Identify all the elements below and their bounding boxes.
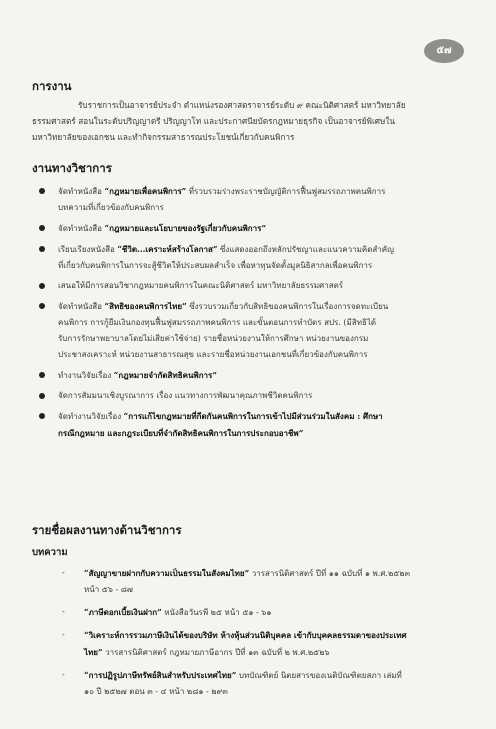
bullet-icon: [39, 188, 45, 194]
bullet-icon: [39, 303, 45, 309]
career-line: ธรรมศาสตร์ สอนในระดับปริญญาตรี ปริญญาโท และประกาศนียบัตรกฎหมายธุรกิจ เป็นอาจารย์พิเศษใน: [32, 116, 395, 126]
publication-item: - “สัญญาขายฝากกับความเป็นธรรมในสังคมไทย” วารสารนิติศาสตร์ ปีที่ ๑๑ ฉบับที่ ๑ พ.ศ.๒๕๒๓ หน้า ๕๖ - ๘๗: [60, 565, 480, 598]
articles-subheading: บทความ: [32, 547, 68, 558]
academic-item: จัดทำงานวิจัยเรื่อง “การแก้ไขกฎหมายที่กีดกันคนพิการในการเข้าไปมีส่วนร่วมในสังคม : ศึกษา กรณีกฎหมาย และกฎระเบียบที่จำกัดสิทธิคนพิการในการประกอบอาชีพ”: [34, 408, 472, 442]
career-line: รับราชการเป็นอาจารย์ประจำ ตำแหน่งรองศาสตราจารย์ระดับ ๙ คณะนิติศาสตร์ มหาวิทยาลัย: [78, 100, 406, 110]
academic-item: จัดการสัมมนาเชิงบูรณาการ เรื่อง แนวทางการพัฒนาคุณภาพชีวิตคนพิการ: [34, 388, 472, 404]
academic-item: จัดทำหนังสือ “กฎหมายเพื่อคนพิการ” ที่รวบรวมร่างพระราชบัญญัติการฟื้นฟูสมรรถภาพคนพิการ บทความที่เกี่ยวข้องกับคนพิการ: [34, 183, 472, 216]
academic-list: [34, 183, 472, 442]
bullet-icon: [39, 283, 45, 289]
dash-marker: -: [62, 568, 65, 577]
academic-heading: งานทางวิชาการ: [32, 161, 112, 175]
bullet-icon: [39, 225, 45, 231]
bullet-icon: [39, 393, 45, 399]
bullet-icon: [39, 413, 45, 419]
dash-marker: -: [62, 630, 65, 639]
publications-list: [60, 565, 480, 700]
dash-marker: -: [62, 607, 65, 616]
academic-item: เสนอให้มีการสอนวิชากฎหมายคนพิการในคณะนิติศาสตร์ มหาวิทยาลัยธรรมศาสตร์: [34, 278, 472, 294]
publications-heading: รายชื่อผลงานทางด้านวิชาการ: [32, 523, 182, 537]
career-line: มหาวิทยาลัยของเอกชน และทำกิจกรรมสาธารณประโยชน์เกี่ยวกับคนพิการ: [32, 132, 295, 142]
dash-marker: -: [62, 670, 65, 679]
career-paragraph: [32, 97, 464, 145]
publication-item: - “การปฏิรูปภาษีทรัพย์สินสำหรับประเทศไทย” บทบัณฑิตย์ นิตยสารของเนติบัณฑิตยสภา เล่มที่ ๑๐ ปี ๒๕๒๗ ตอน ๓ - ๔ หน้า ๒๘๑ - ๒๙๓: [60, 667, 480, 700]
publication-item: - “ภาษีดอกเบี้ยเงินฝาก” หนังสือวันรพี ๒๕ หน้า ๕๑ - ๖๑: [60, 604, 480, 621]
bullet-icon: [39, 246, 45, 252]
academic-item: จัดทำหนังสือ “กฎหมายและนโยบายของรัฐเกี่ยวกับคนพิการ”: [34, 220, 472, 237]
page-number-badge: ๕๗: [424, 39, 464, 63]
bullet-icon: [39, 372, 45, 378]
academic-item: เรียบเรียงหนังสือ “ชีวิต...เคราะห์สร้างโลกาส” ซึ่งแสดงออกถึงหลักปรัชญาและแนวความคิดสำคัญ ที่เกี่ยวกับคนพิการในการจะสู้ชีวิตให้ประสบผลสำเร็จ เพื่อหาทุนจัดตั้งมูลนิธิสากลเพื่อคนพิการ: [34, 241, 472, 274]
career-heading: การงาน: [32, 79, 72, 93]
academic-item: จัดทำหนังสือ “สิทธิของคนพิการไทย” ซึ่งรวบรวมเกี่ยวกับสิทธิของคนพิการในเรื่องการจดทะเบียน คนพิการ การกู้ยืมเงินกองทุนฟื้นฟูสมรรถภาพคนพิการ และขั้นตอนการทำบัตร สปร. (มีสิทธิได้ รับการรักษาพยาบาลโดยไม่เสียค่าใช้จ่าย) รายชื่อหน่วยงานให้การศึกษา หน่วยงานของกรม ประชาสงเคราะห์ หน่วยงานสาธารณสุข และรายชื่อหน่วยงานเอกชนที่เกี่ยวข้องกับคนพิการ: [34, 298, 472, 363]
publication-item: - “วิเคราะห์การรวมภาษีเงินได้ของบริษัท ห้างหุ้นส่วนนิติบุคคล เข้ากับบุคคลธรรมดาของประเทศ ไทย” วารสารนิติศาสตร์ กฎหมายภาษีอากร ปีที่ ๑๓ ฉบับที่ ๒ พ.ศ.๒๕๒๖: [60, 627, 480, 661]
academic-item: ทำงานวิจัยเรื่อง “กฎหมายจำกัดสิทธิคนพิการ”: [34, 367, 472, 384]
